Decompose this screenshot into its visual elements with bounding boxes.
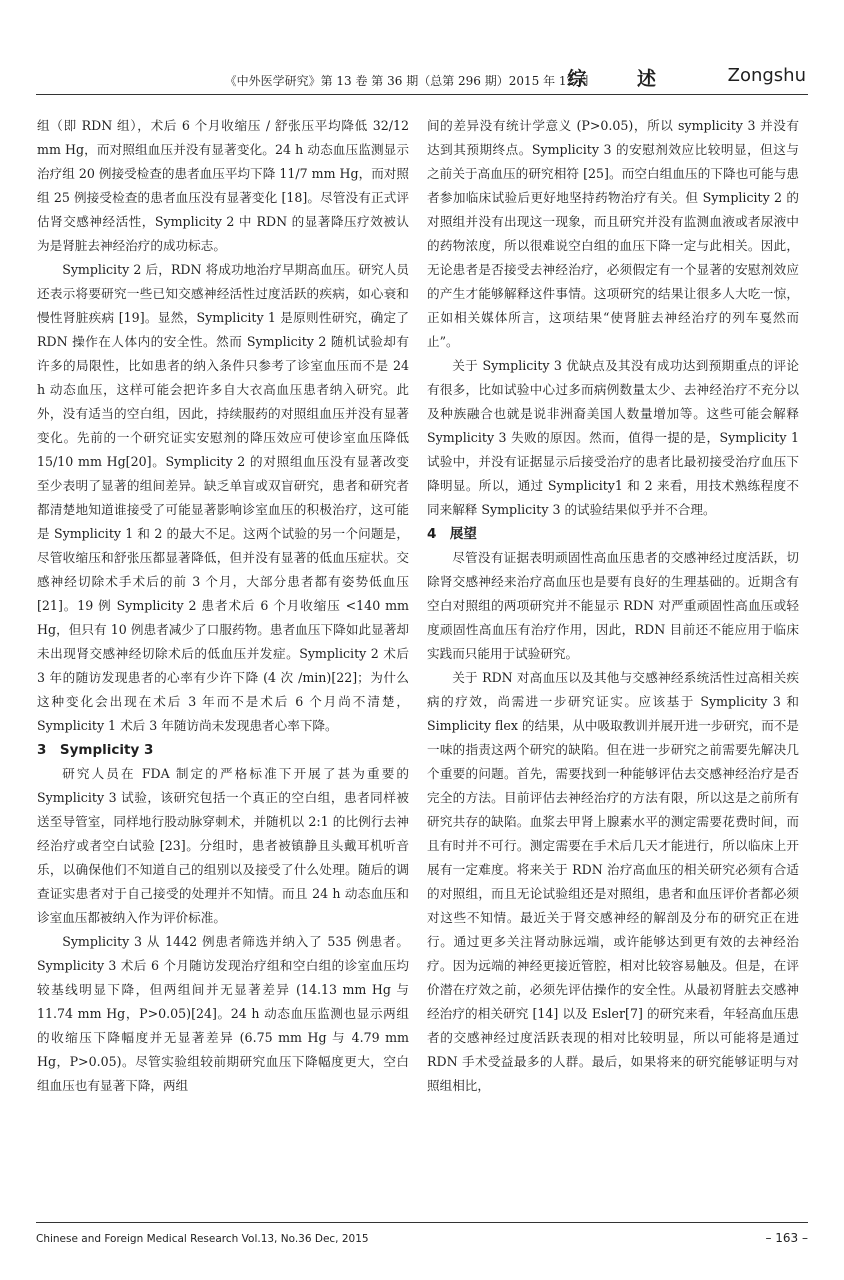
- page-footer: [36, 1222, 808, 1253]
- paragraph: 关于 RDN 对高血压以及其他与交感神经系统活性过高相关疾病的疗效，尚需进一步研究证实。应该基于 Symplicity 3 和 Simplicity flex 的结果，从中吸取教训并展开进一步研究，而不是一味的指责这两个研究的缺陷。但在进一步研究之前需要先解决几个重要的问题。首先，需要找到一种能够评估去交感神经治疗是否完全的方法。目前评估去神经治疗的方法有限，所以这是之前所有研究共存的缺陷。血浆去甲肾上腺素水平的测定需要花费时间，而且有时并不可行。测定需要在手术后几天才能进行，所以临床上开展有一定难度。将来关于 RDN 治疗高血压的相关研究必须有合适的对照组，而且无论试验组还是对照组，患者和血压评价者都必须对这些不知情。最近关于肾交感神经的解剖及分布的研究正在进行。通过更多关注肾动脉远端，或许能够达到更有效的去神经治疗。因为远端的神经更接近管腔，相对比较容易触及。但是，在评价潜在疗效之前，必须先评估操作的安全性。从最初肾脏去交感神经治疗的相关研究 [14] 以及 Esler[7] 的研究来看，年轻高血压患者的交感神经过度活跃表现的相对比较明显，所以可能将是通过 RDN 手术受益最多的人群。最后，如果将来的研究能够证明与对照组相比，: [427, 670, 799, 1093]
- journal-citation: 《中外医学研究》第 13 卷 第 36 期（总第 296 期）2015 年 12 月: [224, 74, 590, 88]
- section-label-cn: 综 述: [567, 68, 678, 90]
- right-column: [427, 114, 799, 1098]
- footer-journal-info: Chinese and Foreign Medical Research Vol.13, No.36 Dec, 2015: [36, 1233, 369, 1245]
- section-label-en: Zongshu: [727, 65, 806, 86]
- page-header: [36, 60, 808, 95]
- paragraph: 组（即 RDN 组），术后 6 个月收缩压 / 舒张压平均降低 32/12 mm Hg，而对照组血压并没有显著变化。24 h 动态血压监测显示治疗组 20 例接受检查的患者血压平均下降 11/7 mm Hg，而对照组 25 例接受检查的患者血压没有显著变化 [18]。尽管没有正式评估肾交感神经活性，Symplicity 2 中 RDN 的显著降压疗效被认为是肾脏去神经治疗的成功标志。: [37, 118, 409, 253]
- paragraph: Symplicity 3 从 1442 例患者筛选并纳入了 535 例患者。Symplicity 3 术后 6 个月随访发现治疗组和空白组的诊室血压均较基线明显下降，但两组间并无显著差异 (14.13 mm Hg 与 11.74 mm Hg，P>0.05)[24]。24 h 动态血压监测也显示两组的收缩压下降幅度并无显著差异 (6.75 mm Hg 与 4.79 mm Hg，P>0.05)。尽管实验组较前期研究血压下降幅度更大，空白组血压也有显著下降，两组: [37, 934, 409, 1093]
- page-number: – 163 –: [765, 1231, 808, 1245]
- section-heading: 3 Symplicity 3: [37, 742, 154, 758]
- paragraph: 尽管没有证据表明顽固性高血压患者的交感神经过度活跃，切除肾交感神经来治疗高血压也是要有良好的生理基础的。近期含有空白对照组的两项研究并不能显示 RDN 对严重顽固性高血压或轻度顽固性高血压有治疗作用，因此，RDN 目前还不能应用于临床实践而只能用于试验研究。: [427, 550, 799, 661]
- paragraph: 研究人员在 FDA 制定的严格标准下开展了甚为重要的 Symplicity 3 试验，该研究包括一个真正的空白组，患者同样被送至导管室，同样地行股动脉穿刺术，并随机以 2:1 的比例行去神经治疗或者空白试验 [23]。分组时，患者被镇静且头戴耳机听音乐，以确保他们不知道自己的组别以及接受了什么处理。随后的调查证实患者对于自己接受的处理并不知情。而且 24 h 动态血压和诊室血压都被纳入作为评价标准。: [37, 766, 409, 925]
- left-column: [37, 114, 409, 1098]
- paragraph: 关于 Symplicity 3 优缺点及其没有成功达到预期重点的评论有很多，比如试验中心过多而病例数量太少、去神经治疗不充分以及种族融合也就是说非洲裔美国人数量增加等。这些可能会解释 Symplicity 3 失败的原因。然而，值得一提的是，Symplicity 1 试验中，并没有证据显示后接受治疗的患者比最初接受治疗血压下降明显。所以，通过 Symplicity1 和 2 来看，用技术熟练程度不同来解释 Symplicity 3 的试验结果似乎并不合理。: [427, 358, 799, 517]
- section-heading: 4 展望: [427, 526, 477, 542]
- paragraph: 间的差异没有统计学意义 (P>0.05)，所以 symplicity 3 并没有达到其预期终点。Symplicity 3 的安慰剂效应比较明显，但这与之前关于高血压的研究相符 [25]。而空白组血压的下降也可能与患者参加临床试验后更好地坚持药物治疗有关。但 Symplicity 2 的对照组并没有出现这一现象，而且研究并没有监测血液或者尿液中的药物浓度，所以很难说空白组的血压下降一定与此相关。因此，无论患者是否接受去神经治疗，必须假定有一个显著的安慰剂效应的产生才能够解释这件事情。这项研究的结果让很多人大吃一惊，正如相关媒体所言，这项结果“使肾脏去神经治疗的列车戛然而止”。: [427, 118, 799, 349]
- paragraph: Symplicity 2 后，RDN 将成功地治疗早期高血压。研究人员还表示将要研究一些已知交感神经活性过度活跃的疾病，如心衰和慢性肾脏疾病 [19]。显然，Symplicity 1 是原则性研究，确定了 RDN 操作在人体内的安全性。然而 Symplicity 2 随机试验却有许多的局限性，比如患者的纳入条件只参考了诊室血压而不是 24 h 动态血压，这样可能会把许多自大衣高血压患者纳入研究。此外，没有适当的空白组，因此，持续服药的对照组血压并没有显著变化。先前的一个研究证实安慰剂的降压效应可使诊室血压降低 15/10 mm Hg[20]。Symplicity 2 的对照组血压没有显著改变至少表明了显著的组间差异。缺乏单盲或双盲研究，患者和研究者都清楚地知道谁接受了可能显著影响诊室血压的积极治疗，这可能是 Symplicity 1 和 2 的最大不足。这两个试验的另一个问题是，尽管收缩压和舒张压都显著降低，但并没有显著的低血压症状。交感神经切除术手术后的前 3 个月，大部分患者都有姿势低血压 [21]。19 例 Symplicity 2 患者术后 6 个月收缩压 <140 mm Hg，但只有 10 例患者减少了口服药物。患者血压下降如此显著却未出现肾交感神经切除术后的低血压并发症。Symplicity 2 术后 3 年的随访发现患者的心率有少许下降 (4 次 /min)[22]；为什么这种变化会出现在术后 3 年而不是术后 6 个月尚不清楚，Symplicity 1 术后 3 年随访尚未发现患者心率下降。: [37, 262, 409, 733]
